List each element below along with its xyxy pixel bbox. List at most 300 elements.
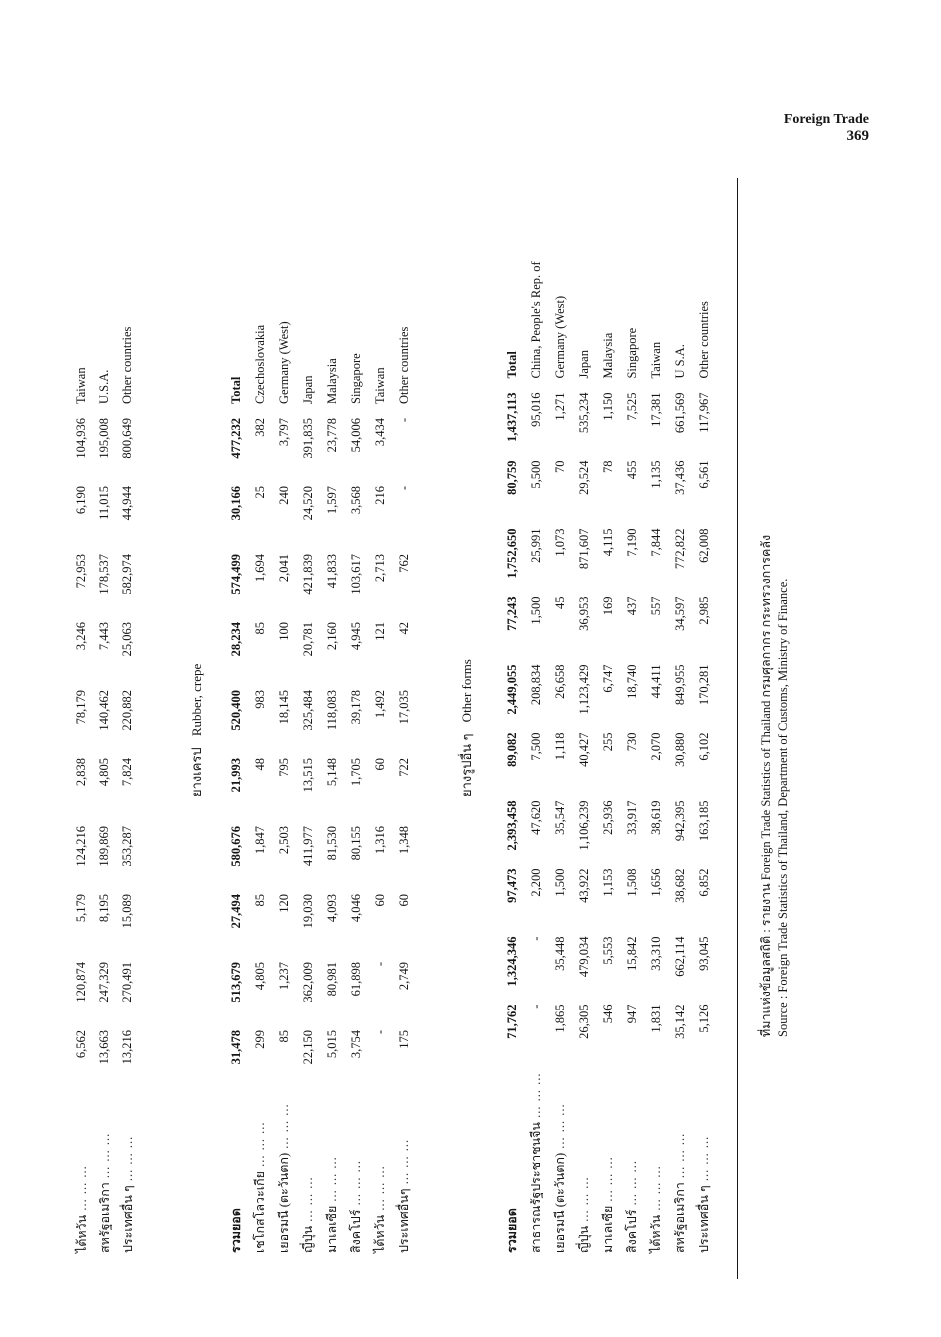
row-label-text: ประเทศอื่น ๆ [697, 1185, 711, 1253]
cell-value: 722 [396, 758, 411, 777]
cell-value: 29,524 [576, 460, 591, 495]
cell-value: 2,749 [396, 962, 411, 991]
cell-value: 2,503 [276, 826, 291, 855]
table-row [548, 261, 572, 1257]
cell-value: 1,752,650 [504, 528, 519, 579]
cell-value: 325,484 [300, 690, 315, 731]
section-heading-thai: ยางรูปอื่น ๆ [459, 733, 474, 797]
cell-value: 3,797 [276, 418, 291, 447]
dot-leader: ... ... ... [97, 1132, 112, 1183]
row-label-text: สาธารณรัฐประชาชนจีน [529, 1122, 543, 1253]
cell-value: 546 [600, 1004, 615, 1024]
cell-value: 3,754 [348, 1030, 363, 1059]
cell-value: 220,882 [120, 690, 134, 731]
cell-value: 170,281 [696, 664, 711, 706]
row-label-thai [644, 1073, 668, 1257]
table-row [116, 327, 139, 1257]
cell-value: 62,008 [696, 528, 711, 563]
row-label-english: Germany (West) [276, 321, 291, 404]
cell-value: 2,160 [324, 622, 339, 651]
cell-value: 85 [276, 1030, 291, 1043]
cell-value: 1,847 [252, 826, 267, 855]
row-label-thai [272, 1098, 296, 1257]
dot-leader: ... ... ... [277, 1103, 291, 1153]
cell-value: 5,126 [696, 1004, 711, 1033]
cell-value: 39,178 [348, 690, 363, 725]
cell-value: 124,216 [74, 826, 88, 867]
cell-value: 95,016 [528, 392, 543, 427]
cell-value: 382 [252, 418, 267, 437]
cell-value: 6,561 [696, 460, 711, 489]
cell-value: 80,155 [348, 826, 363, 861]
cell-value: 26,658 [552, 664, 567, 699]
cell-value: 1,316 [372, 826, 387, 855]
table-row [596, 261, 620, 1257]
cell-value: 1,831 [648, 1004, 663, 1033]
cell-value: 411,977 [300, 826, 315, 867]
table-row [620, 261, 644, 1257]
cell-value: 21,993 [228, 758, 243, 793]
cell-value: 17,035 [396, 690, 411, 725]
cell-value: 255 [600, 732, 615, 752]
row-label-english: U.S.A. [97, 369, 111, 404]
cell-value: 169 [600, 596, 615, 616]
cell-value: 574,499 [228, 554, 243, 595]
cell-value: 437 [624, 596, 639, 616]
cell-value: 1,135 [648, 460, 663, 489]
cell-value: 61,898 [348, 962, 363, 997]
section-heading-other-forms [456, 659, 477, 797]
table-row [320, 321, 344, 1257]
cell-value: 35,547 [552, 800, 567, 835]
cell-value: 7,824 [120, 758, 134, 787]
cell-value: 117,967 [696, 392, 711, 433]
row-label-english: U S.A. [672, 344, 687, 379]
cell-value: 1,153 [600, 868, 615, 897]
cell-value: 70 [552, 460, 567, 474]
cell-value: 8,195 [97, 894, 111, 923]
dot-leader: ... ... ... [120, 1135, 135, 1186]
row-label-english: Total [228, 376, 243, 404]
table-block-1 [70, 327, 139, 1257]
cell-value: 1,500 [552, 868, 567, 897]
cell-value: 60 [372, 758, 387, 771]
cell-value: 6,562 [74, 1030, 88, 1059]
table-row [500, 261, 524, 1257]
cell-value: 1,324,346 [504, 936, 519, 987]
cell-value: 71,762 [504, 1004, 519, 1039]
cell-value: 93,045 [696, 936, 711, 971]
row-label-english: Japan [300, 375, 315, 404]
table-row [224, 321, 248, 1257]
cell-value: - [372, 1030, 387, 1035]
cell-value: 5,148 [324, 758, 339, 787]
cell-value: 1,508 [624, 868, 639, 897]
table-row [644, 261, 668, 1257]
cell-value: 25 [252, 486, 267, 499]
dot-leader: ... ... ... [529, 1072, 543, 1123]
cell-value: 5,500 [528, 460, 543, 489]
cell-value: 18,740 [624, 664, 639, 699]
row-label-english: Malaysia [324, 358, 339, 404]
row-label-english: Japan [576, 350, 591, 379]
cell-value: 37,436 [672, 460, 687, 495]
cell-value: 3,246 [74, 622, 88, 651]
section-heading-english: Rubber, crepe [189, 663, 204, 737]
cell-value: 13,663 [97, 1030, 111, 1065]
row-label-english: Other countries [396, 326, 411, 404]
cell-value: 7,844 [648, 528, 663, 557]
source-english: Source : Foreign Trade Statistics of Thailand, Department of Customs, Ministry of Finance. [776, 578, 790, 1037]
row-label-text: เยอรมนี (ตะวันตก) [553, 1152, 567, 1253]
cell-value: 38,619 [648, 800, 663, 835]
row-label-english: Other countries [120, 326, 134, 404]
cell-value: 13,515 [300, 758, 315, 793]
row-label-thai [296, 1098, 320, 1257]
cell-value: 85 [252, 894, 267, 907]
row-label-text: รวมยอด [229, 1208, 243, 1253]
row-label-text: มาเลเซีย [601, 1205, 615, 1253]
cell-value: 43,922 [576, 868, 591, 903]
cell-value: 1,123,429 [576, 664, 591, 715]
row-label-thai [93, 1098, 116, 1257]
row-label-english: Singapore [348, 353, 363, 404]
cell-value: 7,500 [528, 732, 543, 761]
dot-leader: ... ... ... [301, 1176, 315, 1226]
row-label-thai [248, 1098, 272, 1257]
cell-value: 6,852 [696, 868, 711, 897]
cell-value: 163,185 [696, 800, 711, 842]
cell-value: 421,839 [300, 554, 315, 595]
dot-leader: ... ... ... [349, 1160, 363, 1210]
cell-value: 5,015 [324, 1030, 339, 1059]
dot-leader: ... ... ... [373, 1165, 387, 1215]
cell-value: 1,500 [528, 596, 543, 625]
cell-value: 4,805 [252, 962, 267, 991]
cell-value: 100 [276, 622, 291, 641]
cell-value: 26,305 [576, 1004, 591, 1039]
cell-value: 455 [624, 460, 639, 480]
cell-value: 1,437,113 [504, 392, 519, 442]
row-label-text: เชโกสโลวะเกีย [253, 1171, 267, 1253]
row-label-thai [524, 1073, 548, 1257]
cell-value: 85 [252, 622, 267, 635]
row-label-text: สหรัฐอเมริกา [673, 1182, 687, 1253]
cell-value: 1,656 [648, 868, 663, 897]
cell-value: 391,835 [300, 418, 315, 459]
cell-value: 54,006 [348, 418, 363, 453]
cell-value: 299 [252, 1030, 267, 1049]
page-number: 369 [846, 128, 869, 144]
row-label-english: Taiwan [648, 341, 663, 379]
cell-value: 25,991 [528, 528, 543, 563]
cell-value: 60 [372, 894, 387, 907]
cell-value: 1,694 [252, 554, 267, 583]
table-row [692, 261, 716, 1257]
dot-leader: ... ... ... [253, 1121, 267, 1172]
cell-value: 2,393,458 [504, 800, 519, 851]
cell-value: 772,822 [672, 528, 687, 570]
cell-value: 4,805 [97, 758, 111, 787]
cell-value: 44,944 [120, 486, 134, 521]
cell-value: 41,833 [324, 554, 339, 589]
cell-value: 7,190 [624, 528, 639, 557]
source-thai: ที่มาแห่งข้อมูลสถิติ : รายงาน Foreign Trade Statistics of Thailand กรมศุลกากร กระทรวงการคลัง [759, 534, 773, 1037]
cell-value: 89,082 [504, 732, 519, 767]
cell-value: 27,494 [228, 894, 243, 929]
table-row [296, 321, 320, 1257]
row-label-english: Other countries [696, 301, 711, 379]
cell-value: 42 [396, 622, 411, 635]
cell-value: 121 [372, 622, 387, 641]
cell-value: 6,190 [74, 486, 88, 515]
cell-value: 582,974 [120, 554, 134, 595]
cell-value: 45 [552, 596, 567, 610]
row-label-text: สิงคโปร์ [625, 1209, 639, 1253]
section-heading-english: Other forms [459, 659, 474, 723]
cell-value: 2,041 [276, 554, 291, 583]
cell-value: - [528, 936, 543, 941]
row-label-english: Singapore [624, 327, 639, 379]
cell-value: 31,478 [228, 1030, 243, 1065]
section-title: Foreign Trade [783, 112, 869, 127]
row-label-thai [344, 1098, 368, 1257]
cell-value: 513,679 [228, 962, 243, 1003]
cell-value: 4,093 [324, 894, 339, 923]
cell-value: 48 [252, 758, 267, 771]
row-label-thai [596, 1073, 620, 1257]
cell-value: 77,243 [504, 596, 519, 631]
row-label-text: ประเทศอื่น ๆ [120, 1185, 135, 1253]
cell-value: 1,118 [552, 732, 567, 761]
row-label-thai [392, 1098, 416, 1257]
cell-value: 17,381 [648, 392, 663, 427]
cell-value: 25,936 [600, 800, 615, 835]
table-block-2 [224, 321, 416, 1257]
dot-leader: ... ... ... [697, 1135, 711, 1186]
cell-value: 2,070 [648, 732, 663, 761]
dot-leader: ... ... ... [553, 1103, 567, 1153]
cell-value: - [396, 486, 411, 491]
section-heading-thai: ยางเครป [189, 747, 204, 797]
cell-value: 36,953 [576, 596, 591, 631]
row-label-text: สิงคโปร์ [349, 1209, 363, 1253]
cell-value: 15,842 [624, 936, 639, 971]
cell-value: 6,102 [696, 732, 711, 761]
dot-leader: ... ... ... [577, 1176, 591, 1226]
row-label-text: ญี่ปุ่น [301, 1225, 315, 1253]
cell-value: 5,553 [600, 936, 615, 965]
cell-value: 118,083 [324, 690, 339, 731]
cell-value: - [372, 962, 387, 967]
dot-leader: ... ... ... [625, 1160, 639, 1210]
cell-value: 97,473 [504, 868, 519, 903]
table-row [524, 261, 548, 1257]
section-heading-rubber-crepe [186, 664, 207, 797]
cell-value: 4,046 [348, 894, 363, 923]
cell-value: 44,411 [648, 664, 663, 699]
cell-value: 175 [396, 1030, 411, 1049]
row-label-thai [668, 1073, 692, 1257]
cell-value: 730 [624, 732, 639, 752]
dot-leader: ... ... ... [649, 1165, 663, 1215]
row-label-thai [224, 1098, 248, 1257]
row-label-english: China, People's Rep. of [528, 261, 543, 379]
row-label-text: ญี่ปุ่น [577, 1225, 591, 1253]
cell-value: 2,713 [372, 554, 387, 583]
cell-value: 1,597 [324, 486, 339, 515]
row-label-text: ไต้หวัน [74, 1214, 89, 1253]
cell-value: 72,953 [74, 554, 88, 589]
dot-leader: ... ... ... [673, 1132, 687, 1183]
cell-value: 24,520 [300, 486, 315, 521]
cell-value: 216 [372, 486, 387, 505]
cell-value: 520,400 [228, 690, 243, 731]
cell-value: 15,089 [120, 894, 134, 929]
row-label-text: สหรัฐอเมริกา [97, 1182, 112, 1253]
cell-value: 35,448 [552, 936, 567, 971]
cell-value: 1,865 [552, 1004, 567, 1033]
cell-value: 2,200 [528, 868, 543, 897]
cell-value: 1,073 [552, 528, 567, 557]
cell-value: 140,462 [97, 690, 111, 731]
cell-value: 20,781 [300, 622, 315, 657]
cell-value: 1,492 [372, 690, 387, 719]
row-label-english: Malaysia [600, 332, 615, 379]
row-label-english: Czechoslovakia [252, 324, 267, 404]
cell-value: 195,008 [97, 418, 111, 459]
cell-value: 178,537 [97, 554, 111, 595]
cell-value: 849,955 [672, 664, 687, 706]
row-label-text: ไต้หวัน [649, 1214, 663, 1253]
cell-value: 11,015 [97, 486, 111, 520]
cell-value: 983 [252, 690, 267, 709]
cell-value: 580,676 [228, 826, 243, 867]
cell-value: 1,348 [396, 826, 411, 855]
row-label-english: Total [504, 351, 519, 379]
cell-value: 353,287 [120, 826, 134, 867]
source-note [758, 535, 792, 1037]
cell-value: 23,778 [324, 418, 339, 453]
row-label-english: Taiwan [74, 367, 88, 404]
table-row [572, 261, 596, 1257]
cell-value: 35,142 [672, 1004, 687, 1039]
cell-value: 30,166 [228, 486, 243, 521]
cell-value: 103,617 [348, 554, 363, 595]
cell-value: 28,234 [228, 622, 243, 657]
row-label-text: ไต้หวัน [373, 1214, 387, 1253]
cell-value: 662,114 [672, 936, 687, 977]
row-label-text: รวมยอด [505, 1208, 519, 1253]
table-row [368, 321, 392, 1257]
cell-value: 247,329 [97, 962, 111, 1003]
cell-value: 2,985 [696, 596, 711, 625]
cell-value: 3,434 [372, 418, 387, 447]
cell-value: 189,869 [97, 826, 111, 867]
cell-value: 78,179 [74, 690, 88, 725]
cell-value: 208,834 [528, 664, 543, 706]
cell-value: - [528, 1004, 543, 1009]
cell-value: 661,569 [672, 392, 687, 434]
cell-value: 947 [624, 1004, 639, 1024]
cell-value: 2,449,055 [504, 664, 519, 715]
cell-value: 40,427 [576, 732, 591, 767]
cell-value: 800,649 [120, 418, 134, 459]
row-label-thai [548, 1073, 572, 1257]
cell-value: 22,150 [300, 1030, 315, 1065]
table-row [248, 321, 272, 1257]
dot-leader: ... ... ... [325, 1156, 339, 1206]
cell-value: 2,838 [74, 758, 88, 787]
cell-value: 47,620 [528, 800, 543, 835]
table-row [93, 327, 116, 1257]
table-row [392, 321, 416, 1257]
cell-value: 38,682 [672, 868, 687, 903]
cell-value: 18,145 [276, 690, 291, 725]
cell-value: 762 [396, 554, 411, 573]
cell-value: 5,179 [74, 894, 88, 923]
cell-value: 942,395 [672, 800, 687, 842]
cell-value: 81,530 [324, 826, 339, 861]
cell-value: 120 [276, 894, 291, 913]
row-label-thai [572, 1073, 596, 1257]
cell-value: 4,115 [600, 528, 615, 557]
cell-value: 795 [276, 758, 291, 777]
row-label-thai [500, 1073, 524, 1257]
cell-value: 6,747 [600, 664, 615, 693]
cell-value: 30,880 [672, 732, 687, 767]
cell-value: 1,106,239 [576, 800, 591, 851]
table-row [668, 261, 692, 1257]
cell-value: 557 [648, 596, 663, 616]
table-row [70, 327, 93, 1257]
cell-value: 104,936 [74, 418, 88, 459]
table-row [344, 321, 368, 1257]
table-row [272, 321, 296, 1257]
row-label-text: เยอรมนี (ตะวันตก) [277, 1152, 291, 1253]
cell-value: 80,759 [504, 460, 519, 495]
cell-value: 479,034 [576, 936, 591, 978]
row-label-thai [70, 1098, 93, 1257]
cell-value: 19,030 [300, 894, 315, 929]
cell-value: 34,597 [672, 596, 687, 631]
cell-value: - [396, 418, 411, 423]
cell-value: 25,063 [120, 622, 134, 657]
cell-value: 1,271 [552, 392, 567, 421]
cell-value: 871,607 [576, 528, 591, 570]
cell-value: 270,491 [120, 962, 134, 1003]
cell-value: 60 [396, 894, 411, 907]
table-block-3 [500, 261, 716, 1257]
cell-value: 80,981 [324, 962, 339, 997]
cell-value: 7,443 [97, 622, 111, 651]
cell-value: 1,237 [276, 962, 291, 991]
cell-value: 33,310 [648, 936, 663, 971]
cell-value: 13,216 [120, 1030, 134, 1065]
dot-leader: ... ... ... [74, 1165, 89, 1215]
cell-value: 7,525 [624, 392, 639, 421]
dot-leader: ... ... ... [397, 1138, 411, 1189]
row-label-english: Germany (West) [552, 295, 567, 379]
row-label-text: มาเลเซีย [325, 1205, 339, 1253]
cell-value: 120,874 [74, 962, 88, 1003]
row-label-thai [320, 1098, 344, 1257]
cell-value: 78 [600, 460, 615, 474]
cell-value: 535,234 [576, 392, 591, 434]
cell-value: 1,150 [600, 392, 615, 421]
row-label-thai [116, 1098, 139, 1257]
cell-value: 4,945 [348, 622, 363, 651]
